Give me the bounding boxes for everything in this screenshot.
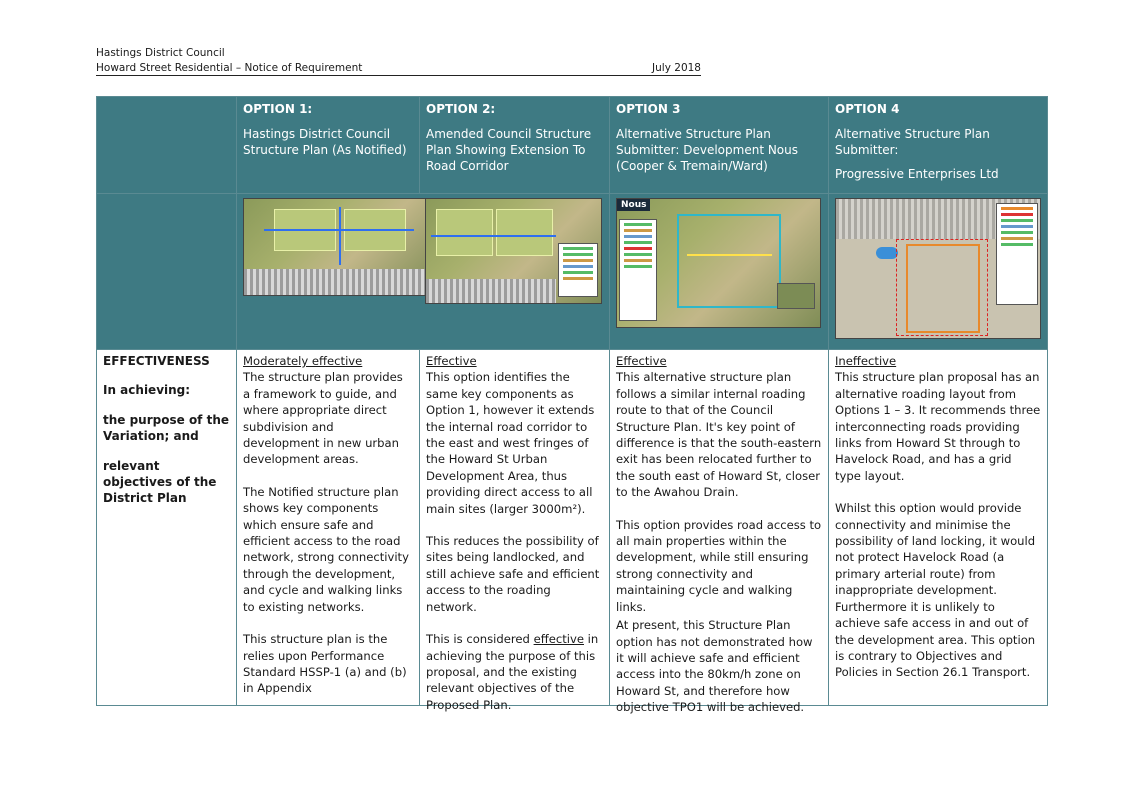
option-1-para-1: The structure plan provides a framework to guide, and where appropriate direct subdivision and development in new urban development areas. xyxy=(243,370,403,467)
inset-map xyxy=(777,283,815,309)
effectiveness-heading: EFFECTIVENESS xyxy=(103,354,210,368)
criteria-objectives: relevant objectives of the District Plan xyxy=(103,458,217,506)
option-2-para-3 xyxy=(426,631,603,713)
option-2-structure-plan-map xyxy=(425,198,602,304)
option-2-para-2: This reduces the possibility of sites being landlocked, and still achieve safe and efficient access to the roading network. xyxy=(426,534,600,614)
option-3-para-3: At present, this Structure Plan option has not demonstrated how it will achieve safe and efficient access into the 80km/h zone on Howard St, and therefore how objective TPO1 will be achieved. xyxy=(616,618,813,715)
option-4-para-1: This structure plan proposal has an alternative roading layout from Options 1 – 3. It recommends three interconnecting roads providing links from Howard St through to Havelock Road, and has a grid type layout. xyxy=(835,370,1041,483)
map-blank-cell xyxy=(97,194,237,350)
option-1-subtitle: Hastings District Council Structure Plan (As Notified) xyxy=(243,127,407,157)
road-corridor-line xyxy=(687,254,772,256)
option-2-rating: Effective xyxy=(426,354,477,368)
effectiveness-row xyxy=(97,350,1048,706)
option-4-subtitle-2: Progressive Enterprises Ltd xyxy=(835,167,999,181)
options-table xyxy=(96,96,1048,715)
option-2-para-3-end: in achieving the purpose of this proposal, and the existing relevant objectives of the Proposed Plan. xyxy=(426,632,599,712)
development-block xyxy=(496,209,553,256)
map-legend xyxy=(558,243,598,297)
header-doc-title: Howard Street Residential – Notice of Requirement xyxy=(96,62,363,74)
residential-area xyxy=(426,279,556,303)
structure-plan-boundary xyxy=(896,239,988,336)
option-3-para-1: This alternative structure plan follows a similar internal roading route to that of the Council Structure Plan. It's key point of difference is that the south-eastern exit has been relocated further to the south east of Howard St, closer to the Awahou Drain. xyxy=(616,370,822,500)
option-1-2-maps-cell xyxy=(237,194,610,350)
option-2-assessment xyxy=(420,350,610,712)
option-4-map-cell xyxy=(829,194,1048,350)
criteria-intro: In achieving: xyxy=(103,383,191,398)
option-2-effective-term: effective xyxy=(533,632,584,647)
option-4-title: OPTION 4 xyxy=(835,102,900,116)
option-4-subtitle: Alternative Structure Plan Submitter: xyxy=(835,127,990,157)
option-3-map-cell xyxy=(610,194,829,350)
road-corridor-line xyxy=(431,235,556,237)
option-3-subtitle: Alternative Structure Plan Submitter: Development Nous (Cooper & Tremain/Ward) xyxy=(616,127,799,173)
option-2-header xyxy=(420,97,610,194)
criteria-variation: the purpose of the Variation; and xyxy=(103,412,229,444)
map-legend xyxy=(619,219,657,321)
development-block xyxy=(436,209,493,256)
criteria-cell xyxy=(97,350,237,706)
option-3-structure-plan-map xyxy=(616,198,821,328)
option-1-assessment xyxy=(237,350,420,706)
nous-logo: Nous xyxy=(617,199,650,211)
options-map-row xyxy=(97,194,1048,350)
option-4-assessment xyxy=(829,350,1048,706)
water-feature xyxy=(876,247,898,259)
option-2-para-3-start: This is considered xyxy=(426,632,534,647)
option-1-header xyxy=(237,97,420,194)
road-corridor-line xyxy=(339,207,341,265)
option-1-para-2: The Notified structure plan shows key components which ensure safe and efficient access to the road network, strong connectivity through the development, and cycle and walking links to existing networks. xyxy=(243,484,409,614)
option-4-rating: Ineffective xyxy=(835,354,897,368)
option-3-rating: Effective xyxy=(616,354,667,368)
residential-area xyxy=(244,269,426,295)
option-4-para-2: Whilst this option would provide connectivity and minimise the possibility of land locking, it would not protect Havelock Road (a primary arterial route) from inappropriate development. Furthermore it is unlikely to achieve safe access in and out of the development area. This option is contrary to Objectives and Policies in Section 26.1 Transport. xyxy=(835,501,1036,680)
header-line xyxy=(96,62,701,76)
option-2-title: OPTION 2: xyxy=(426,102,496,116)
option-1-rating: Moderately effective xyxy=(243,354,363,368)
option-3-title: OPTION 3 xyxy=(616,102,681,116)
options-header-row xyxy=(97,97,1048,194)
header-blank-cell xyxy=(97,97,237,194)
option-3-para-2: This option provides road access to all main properties within the development, while still ensuring strong connectivity and maintaining cycle and walking links. xyxy=(616,517,822,614)
option-1-structure-plan-map xyxy=(243,198,427,296)
structure-plan-boundary xyxy=(677,214,781,308)
map-legend xyxy=(996,203,1038,305)
header-date: July 2018 xyxy=(652,62,701,74)
option-2-para-1: This option identifies the same key components as Option 1, however it extends the internal road corridor to the east and west fringes of the Howard St Urban Development Area, thus providing direct access to all main sites (larger 3000m²). xyxy=(426,370,595,516)
option-1-title: OPTION 1: xyxy=(243,102,313,116)
option-4-structure-plan-map xyxy=(835,198,1041,339)
option-1-para-3: This structure plan is the relies upon Performance Standard HSSP-1 (a) and (b) in Appendix xyxy=(243,632,407,696)
option-3-header xyxy=(610,97,829,194)
option-4-header xyxy=(829,97,1048,194)
header-org: Hastings District Council xyxy=(96,47,225,59)
option-3-assessment xyxy=(610,350,829,715)
option-2-subtitle: Amended Council Structure Plan Showing Extension To Road Corridor xyxy=(426,127,592,173)
